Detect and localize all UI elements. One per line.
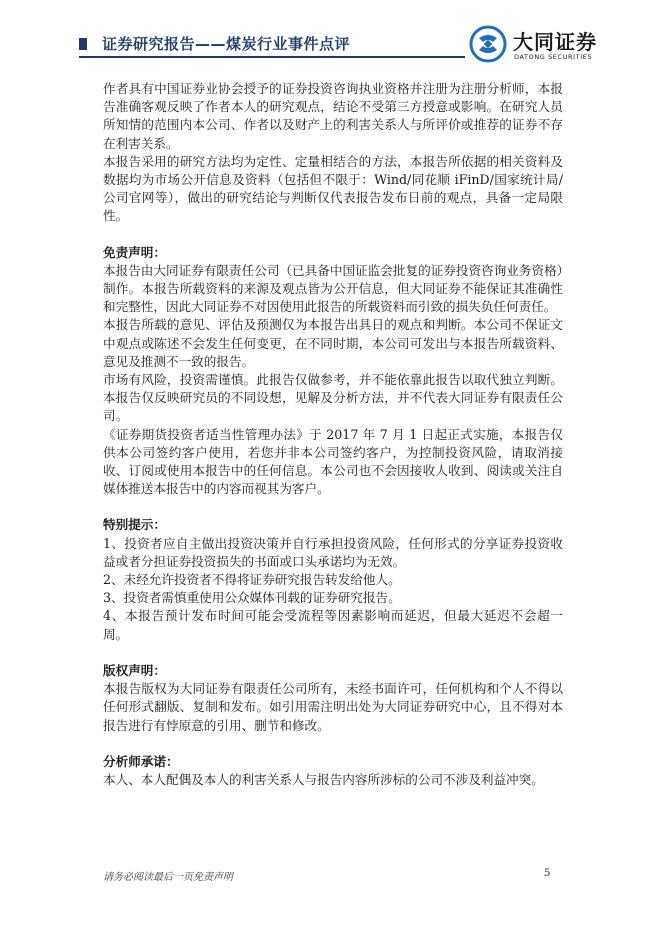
intro-paragraph: 本报告采用的研究方法均为定性、定量相结合的方法，本报告所依据的相关资料及数据均为市场公开信息及资料（包括但不限于：Wind/同花顺 iFinD/国家统计局/公司官网等），做出的研究结论与判断仅代表报告发布日前的观点，具备一定局限性。 xyxy=(103,153,563,224)
analyst-heading: 分析师承诺： xyxy=(103,753,179,769)
footer-disclaimer-note: 请务必阅读最后一页免责声明 xyxy=(103,872,233,883)
header-marker xyxy=(79,38,87,50)
datong-logo-icon xyxy=(468,24,508,64)
disclaimer-paragraph: 《证券期货投资者适当性管理办法》于 2017 年 7 月 1 日起正式实施，本报告仅供本公司签约客户使用，若您并非本公司签约客户，为控制投资风险，请取消接收、订阅或使用本报告中的任何信息。本公司也不会因接收人收到、阅读或关注自媒体推送本报告中的内容而视其为客户。 xyxy=(103,426,563,497)
page-header xyxy=(0,0,662,70)
disclaimer-paragraph: 市场有风险，投资需谨慎。此报告仅做参考，并不能依靠此报告以取代独立判断。本报告仅反映研究员的不同设想，见解及分析方法，并不代表大同证券有限责任公司。 xyxy=(103,372,563,424)
report-body xyxy=(103,80,563,789)
disclaimer-paragraph: 本报告由大同证券有限责任公司（已具备中国证监会批复的证券投资咨询业务资格）制作。本报告所载资料的来源及观点皆为公开信息，但大同证券不能保证其准确性和完整性，因此大同证券不对因使用此报告的所载资料而引致的损失负任何责任。 xyxy=(103,262,563,315)
notice-item: 4、本报告预计发布时间可能会受流程等因素影响而延迟，但最大延迟不会超一周。 xyxy=(103,608,563,642)
logo-text-en: DATONG SECURITIES xyxy=(514,53,593,61)
analyst-text: 本人、本人配偶及本人的利害关系人与报告内容所涉标的公司不涉及利益冲突。 xyxy=(103,771,544,787)
disclaimer-heading: 免责声明： xyxy=(103,244,166,260)
company-logo xyxy=(468,24,618,64)
copyright-text: 本报告版权为大同证券有限责任公司所有，未经书面许可，任何机构和个人不得以任何形式翻版、复制和发布。如引用需注明出处为大同证券研究中心，且不得对本报告进行有悖原意的引用、删节和修改。 xyxy=(103,681,563,733)
logo-text-cn: 大同证券 xyxy=(513,30,597,54)
notice-item: 2、未经允许投资者不得将证券研究报告转发给他人。 xyxy=(103,572,401,588)
notice-item: 3、投资者需慎重使用公众媒体刊载的证券研究报告。 xyxy=(103,590,401,606)
notice-heading: 特别提示： xyxy=(103,517,166,533)
intro-paragraph: 作者具有中国证券业协会授予的证券投资咨询执业资格并注册为注册分析师，本报告准确客观反映了作者本人的研究观点，结论不受第三方授意或影响。在研究人员所知情的范围内本公司、作者以及财产上的利害关系人与所评价或推荐的证券不存在利害关系。 xyxy=(103,81,563,151)
page-number: 5 xyxy=(544,868,551,879)
notice-item: 1、投资者应自主做出投资决策并自行承担投资风险，任何形式的分享证券投资收益或者分担证券投资损失的书面或口头承诺均为无效。 xyxy=(103,535,563,569)
header-title: 证券研究报告——煤炭行业事件点评 xyxy=(102,35,351,53)
disclaimer-paragraph: 本报告所载的意见、评估及预测仅为本报告出具日的观点和判断。本公司不保证文中观点或陈述不会发生任何变更，在不同时期，本公司可发出与本报告所载资料、意见及推测不一致的报告。 xyxy=(103,317,563,369)
header-rule xyxy=(79,56,465,58)
copyright-heading: 版权声明： xyxy=(103,662,166,678)
